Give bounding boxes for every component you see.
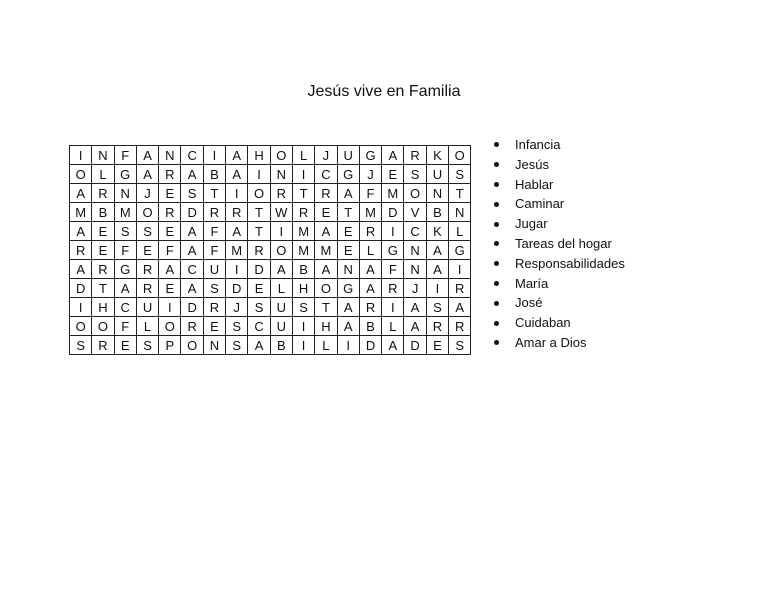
grid-cell: J (315, 146, 337, 165)
grid-row (70, 241, 471, 260)
grid-cell: S (114, 222, 136, 241)
grid-cell: T (248, 203, 270, 222)
grid-cell: M (359, 203, 381, 222)
grid-cell: A (449, 298, 471, 317)
grid-cell: K (426, 146, 448, 165)
grid-cell: L (136, 317, 158, 336)
grid-cell: L (382, 317, 404, 336)
grid-cell: E (92, 222, 114, 241)
grid-cell: V (404, 203, 426, 222)
word-list-item (492, 214, 625, 234)
grid-cell: M (114, 203, 136, 222)
grid-row (70, 222, 471, 241)
grid-cell: H (248, 146, 270, 165)
grid-cell: E (382, 165, 404, 184)
grid-cell: R (382, 279, 404, 298)
grid-cell: A (315, 222, 337, 241)
word-label: Infancia (515, 137, 561, 152)
grid-cell: O (70, 317, 92, 336)
grid-cell: L (92, 165, 114, 184)
grid-cell: U (203, 260, 225, 279)
word-label: Responsabilidades (515, 255, 625, 271)
grid-cell: E (426, 336, 448, 355)
grid-cell: A (359, 279, 381, 298)
grid-cell: D (226, 279, 248, 298)
bullet-icon (494, 222, 499, 227)
grid-cell: R (359, 222, 381, 241)
grid-cell: A (359, 260, 381, 279)
grid-cell: E (315, 203, 337, 222)
word-label: Jesús (515, 156, 549, 172)
grid-cell: S (449, 165, 471, 184)
grid-cell: O (404, 184, 426, 203)
grid-cell: C (315, 165, 337, 184)
grid-cell: D (181, 298, 203, 317)
grid-cell: E (203, 317, 225, 336)
word-label: Caminar (515, 196, 565, 212)
word-label: Jugar (515, 216, 548, 232)
grid-cell: R (226, 203, 248, 222)
grid-cell: N (92, 146, 114, 165)
grid-cell: I (292, 165, 314, 184)
grid-cell: E (248, 279, 270, 298)
grid-cell: R (359, 298, 381, 317)
grid-cell: B (359, 317, 381, 336)
grid-cell: O (315, 279, 337, 298)
grid-cell: R (70, 241, 92, 260)
grid-cell: R (203, 203, 225, 222)
grid-cell: H (92, 298, 114, 317)
grid-cell: C (181, 260, 203, 279)
grid-cell: D (181, 203, 203, 222)
grid-row (70, 184, 471, 203)
grid-cell: B (203, 165, 225, 184)
grid-row (70, 203, 471, 222)
grid-cell: F (159, 241, 181, 260)
grid-cell: M (292, 222, 314, 241)
grid-cell: I (337, 336, 359, 355)
grid-cell: I (226, 184, 248, 203)
grid-cell: I (382, 298, 404, 317)
grid-cell: A (337, 184, 359, 203)
grid-cell: F (203, 241, 225, 260)
grid-cell: T (92, 279, 114, 298)
grid-cell: D (404, 336, 426, 355)
grid-cell: B (270, 336, 292, 355)
grid-cell: T (449, 184, 471, 203)
grid-cell: I (426, 279, 448, 298)
grid-cell: S (426, 298, 448, 317)
grid-cell: T (337, 203, 359, 222)
grid-cell: S (404, 165, 426, 184)
bullet-icon (494, 162, 499, 167)
bullet-icon (494, 202, 499, 207)
grid-cell: D (70, 279, 92, 298)
word-list-item (492, 254, 625, 274)
grid-cell: T (203, 184, 225, 203)
word-list-item (492, 274, 625, 294)
grid-cell: H (315, 317, 337, 336)
grid-cell: E (159, 222, 181, 241)
word-list-item (492, 135, 625, 155)
grid-cell: A (226, 165, 248, 184)
grid-cell: F (114, 317, 136, 336)
grid-cell: A (404, 317, 426, 336)
grid-cell: E (92, 241, 114, 260)
grid-cell: T (315, 298, 337, 317)
grid-cell: F (114, 146, 136, 165)
grid-cell: T (248, 222, 270, 241)
grid-cell: G (114, 260, 136, 279)
grid-cell: D (382, 203, 404, 222)
bullet-icon (494, 340, 499, 345)
grid-cell: R (181, 317, 203, 336)
grid-cell: O (248, 184, 270, 203)
grid-cell: O (270, 241, 292, 260)
word-list-item (492, 234, 625, 254)
grid-cell: I (449, 260, 471, 279)
grid-cell: R (159, 165, 181, 184)
grid-cell: I (292, 336, 314, 355)
grid-cell: R (449, 317, 471, 336)
grid-cell: A (136, 165, 158, 184)
grid-cell: A (382, 146, 404, 165)
grid-cell: S (226, 317, 248, 336)
grid-cell: N (270, 165, 292, 184)
grid-cell: M (70, 203, 92, 222)
grid-cell: T (292, 184, 314, 203)
grid-cell: N (114, 184, 136, 203)
grid-cell: M (315, 241, 337, 260)
grid-cell: I (70, 146, 92, 165)
bullet-icon (494, 182, 499, 187)
grid-cell: R (449, 279, 471, 298)
grid-cell: S (203, 279, 225, 298)
grid-cell: E (337, 222, 359, 241)
grid-row (70, 279, 471, 298)
grid-cell: S (181, 184, 203, 203)
grid-cell: M (226, 241, 248, 260)
grid-cell: E (337, 241, 359, 260)
grid-cell: A (136, 146, 158, 165)
grid-cell: I (159, 298, 181, 317)
grid-cell: L (449, 222, 471, 241)
grid-cell: D (359, 336, 381, 355)
grid-cell: C (248, 317, 270, 336)
grid-cell: E (114, 336, 136, 355)
word-list-item (492, 313, 625, 333)
grid-cell: D (248, 260, 270, 279)
grid-cell: A (315, 260, 337, 279)
grid-cell: U (270, 298, 292, 317)
grid-cell: C (181, 146, 203, 165)
grid-cell: O (136, 203, 158, 222)
grid-cell: S (292, 298, 314, 317)
word-list (492, 135, 625, 353)
word-label: Hablar (515, 176, 554, 192)
grid-cell: R (92, 336, 114, 355)
grid-cell: J (226, 298, 248, 317)
word-list-item (492, 175, 625, 195)
grid-cell: R (315, 184, 337, 203)
grid-cell: O (181, 336, 203, 355)
grid-row (70, 298, 471, 317)
word-label: José (515, 295, 543, 311)
grid-cell: I (292, 317, 314, 336)
grid-cell: E (136, 241, 158, 260)
grid-cell: N (337, 260, 359, 279)
grid-cell: A (181, 165, 203, 184)
bullet-icon (494, 142, 499, 147)
grid-cell: J (404, 279, 426, 298)
grid-cell: O (92, 317, 114, 336)
bullet-icon (494, 241, 499, 246)
grid-cell: O (270, 146, 292, 165)
grid-cell: R (292, 203, 314, 222)
grid-cell: A (382, 336, 404, 355)
grid-row (70, 146, 471, 165)
word-list-item (492, 155, 625, 175)
grid-cell: L (359, 241, 381, 260)
grid-cell: S (226, 336, 248, 355)
grid-cell: B (426, 203, 448, 222)
word-label: Amar a Dios (515, 334, 587, 350)
word-list-item (492, 194, 625, 214)
grid-cell: N (426, 184, 448, 203)
grid-row (70, 317, 471, 336)
grid-cell: G (359, 146, 381, 165)
grid-cell: L (315, 336, 337, 355)
grid-cell: B (92, 203, 114, 222)
grid-cell: O (449, 146, 471, 165)
grid-cell: R (248, 241, 270, 260)
grid-cell: N (404, 241, 426, 260)
grid-cell: M (382, 184, 404, 203)
grid-cell: F (359, 184, 381, 203)
grid-cell: S (136, 336, 158, 355)
word-search-grid (69, 145, 471, 355)
grid-cell: A (114, 279, 136, 298)
grid-cell: C (404, 222, 426, 241)
grid-cell: J (136, 184, 158, 203)
grid-cell: I (382, 222, 404, 241)
grid-cell: A (337, 317, 359, 336)
bullet-icon (494, 281, 499, 286)
grid-cell: A (70, 260, 92, 279)
grid-cell: N (404, 260, 426, 279)
grid-cell: I (203, 146, 225, 165)
grid-cell: J (359, 165, 381, 184)
grid-cell: U (270, 317, 292, 336)
grid-cell: O (70, 165, 92, 184)
grid-cell: A (70, 222, 92, 241)
grid-cell: I (70, 298, 92, 317)
grid-cell: I (248, 165, 270, 184)
bullet-icon (494, 321, 499, 326)
grid-cell: R (136, 260, 158, 279)
word-label: Cuidaban (515, 315, 571, 331)
grid-cell: O (159, 317, 181, 336)
grid-cell: G (337, 279, 359, 298)
grid-cell: U (136, 298, 158, 317)
grid-cell: L (292, 146, 314, 165)
grid-cell: R (92, 184, 114, 203)
grid-cell: L (270, 279, 292, 298)
grid-cell: A (248, 336, 270, 355)
grid-cell: N (159, 146, 181, 165)
word-list-item (492, 333, 625, 353)
grid-cell: G (449, 241, 471, 260)
grid-cell: A (181, 279, 203, 298)
grid-cell: G (382, 241, 404, 260)
grid-cell: S (248, 298, 270, 317)
grid-cell: A (270, 260, 292, 279)
word-list-item (492, 293, 625, 313)
word-label: María (515, 275, 549, 291)
grid-cell: U (337, 146, 359, 165)
grid-cell: A (337, 298, 359, 317)
grid-cell: N (203, 336, 225, 355)
grid-cell: S (70, 336, 92, 355)
grid-cell: R (92, 260, 114, 279)
grid-cell: A (226, 222, 248, 241)
grid-cell: A (226, 146, 248, 165)
grid-cell: A (70, 184, 92, 203)
grid-cell: F (203, 222, 225, 241)
grid-cell: A (181, 222, 203, 241)
grid-cell: E (159, 279, 181, 298)
grid-cell: W (270, 203, 292, 222)
grid-cell: R (426, 317, 448, 336)
grid-cell: K (426, 222, 448, 241)
grid-cell: N (449, 203, 471, 222)
grid-cell: I (270, 222, 292, 241)
word-label: Tareas del hogar (515, 235, 612, 251)
grid-cell: E (159, 184, 181, 203)
grid-cell: H (292, 279, 314, 298)
grid-cell: S (449, 336, 471, 355)
grid-cell: I (226, 260, 248, 279)
grid-cell: A (404, 298, 426, 317)
grid-cell: C (114, 298, 136, 317)
grid-cell: M (292, 241, 314, 260)
grid-cell: A (181, 241, 203, 260)
grid-cell: U (426, 165, 448, 184)
grid-cell: R (203, 298, 225, 317)
grid-cell: P (159, 336, 181, 355)
grid-cell: R (136, 279, 158, 298)
grid-cell: B (292, 260, 314, 279)
page-title: Jesús vive en Familia (307, 83, 461, 100)
grid-cell: R (270, 184, 292, 203)
grid-cell: G (114, 165, 136, 184)
grid-row (70, 260, 471, 279)
bullet-icon (494, 261, 499, 266)
grid-row (70, 336, 471, 355)
bullet-icon (494, 301, 499, 306)
grid-row (70, 165, 471, 184)
grid-cell: A (426, 260, 448, 279)
grid-cell: G (337, 165, 359, 184)
grid-cell: R (404, 146, 426, 165)
grid-cell: A (426, 241, 448, 260)
grid-cell: F (114, 241, 136, 260)
grid-cell: R (159, 203, 181, 222)
grid-cell: A (159, 260, 181, 279)
grid-cell: F (382, 260, 404, 279)
grid-cell: S (136, 222, 158, 241)
